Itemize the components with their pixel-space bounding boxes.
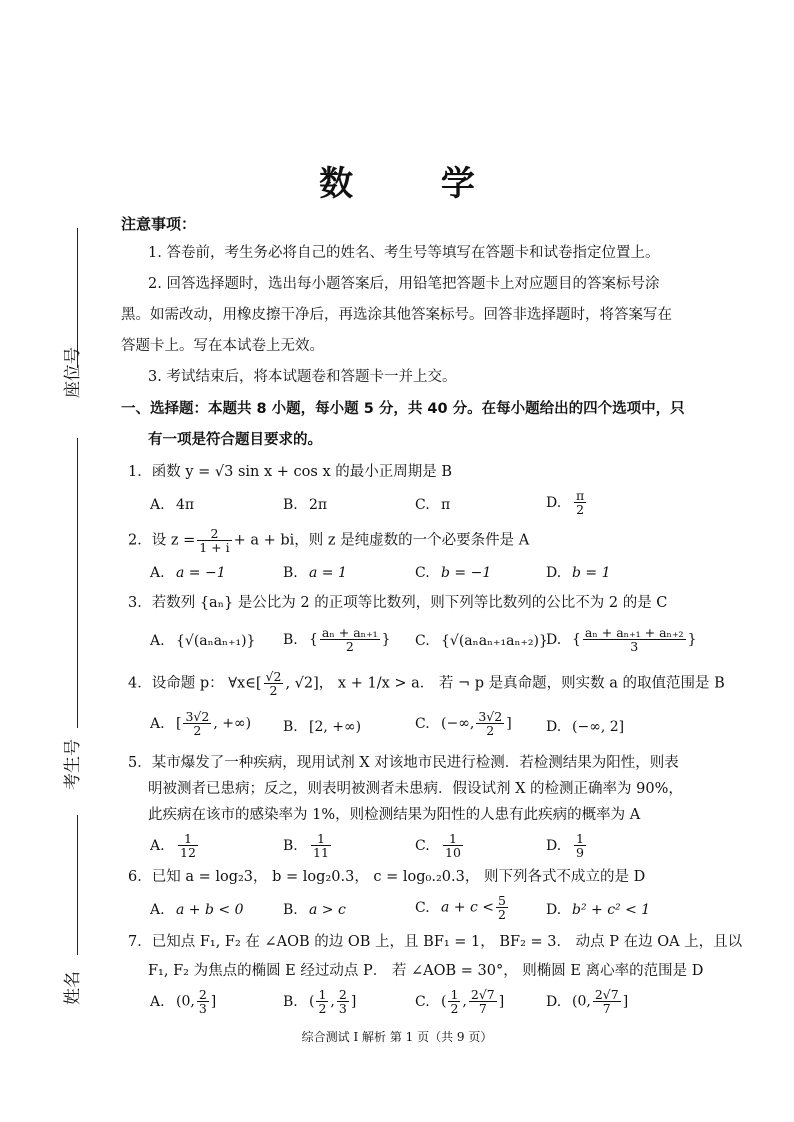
question-4-option-d: D. (−∞, 2]	[546, 719, 625, 735]
question-1-option-c: C. π	[415, 497, 451, 513]
question-2-option-b: B. a = 1	[283, 565, 347, 581]
exam-no-line	[77, 438, 78, 728]
question-7-option-d: D. (0, $\frac{2√7}{7}$ ]	[546, 987, 629, 1017]
section-1-header-line-2: 有一项是符合题目要求的。	[148, 432, 322, 448]
question-3-option-b: B. { $\frac{\text{aₙ + aₙ₊₁}}{2}$ }	[283, 625, 391, 655]
page-footer: 综合测试 I 解析 第 1 页（共 9 页）	[301, 1030, 493, 1044]
question-7-line-2: F₁, F₂ 为焦点的椭圆 E 经过动点 P． 若 ∠AOB = 30°， 则椭圆 E 离心率的范围是 D	[148, 963, 704, 979]
question-5-line-1: 5．某市爆发了一种疾病，现用试剂 X 对该地市民进行检测．若检测结果为阳性，则表	[128, 755, 679, 771]
question-7-line-1: 7．已知点 F₁, F₂ 在 ∠AOB 的边 OB 上，且 BF₁ = 1， BF₂ = 3． 动点 P 在边 OA 上，且以	[128, 934, 743, 950]
question-4-stem: 4．设命题 p： ∀x∈[ $\frac{√2}{2}$ , √2]， x + 1/x > a． 若 ¬ p 是真命题，则实数 a 的取值范围是 B	[128, 669, 725, 699]
question-4-option-c: C. (−∞, $\frac{3√2}{2}$ ]	[415, 709, 512, 739]
notice-item-2-line-3: 答题卡上。写在本试卷上无效。	[121, 338, 324, 354]
question-2-option-c: C. b = −1	[415, 565, 492, 581]
question-3-stem: 3．若数列 {aₙ} 是公比为 2 的正项等比数列，则下列等比数列的公比不为 2 的是 C	[128, 595, 668, 611]
question-7-option-b: B. ( $\frac{1}{2}$ , $\frac{2}{3}$ ]	[283, 987, 357, 1017]
question-1-stem: 1．函数 y = √3 sin x + cos x 的最小正周期是 B	[128, 464, 452, 480]
question-5-option-c: C. $\frac{1}{10}$	[415, 831, 461, 861]
question-5-option-d: D. $\frac{1}{9}$	[546, 831, 584, 861]
notice-header: 注意事项：	[121, 215, 197, 233]
question-5-option-b: B. $\frac{1}{11}$	[283, 831, 329, 861]
question-6-option-b: B. a > c	[283, 902, 346, 918]
question-3-option-a: A. {√(aₙaₙ₊₁)}	[150, 633, 256, 649]
exam-no-label: 考生号	[63, 739, 83, 790]
question-2-option-d: D. b = 1	[546, 565, 611, 581]
question-5-line-2: 明被测者已患病；反之，则表明被测者未患病．假设试剂 X 的检测正确率为 90%，	[148, 781, 683, 797]
question-6-stem: 6．已知 a = log₂3， b = log₂0.3， c = log₀.₂0.3， 则下列各式不成立的是 D	[128, 869, 646, 885]
notice-item-1: 1. 答卷前，考生务必将自己的姓名、考生号等填写在答题卡和试卷指定位置上。	[148, 245, 660, 261]
name-line	[77, 815, 78, 955]
section-1-header-line-1: 一、选择题：本题共 8 小题，每小题 5 分，共 40 分。在每小题给出的四个选项中，只	[121, 401, 685, 417]
notice-item-2-line-1: 2. 回答选择题时，选出每小题答案后，用铅笔把答题卡上对应题目的答案标号涂	[148, 276, 660, 292]
question-3-option-d: D. { $\frac{\text{aₙ + aₙ₊₁ + aₙ₊₂}}{3}$ }	[546, 625, 697, 655]
page-title: 数 学	[319, 164, 513, 204]
notice-item-2-line-2: 黑。如需改动，用橡皮擦干净后，再选涂其他答案标号。回答非选择题时，将答案写在	[121, 307, 672, 323]
question-5-option-a: A. $\frac{1}{12}$	[150, 831, 196, 861]
question-1-option-a: A. 4π	[150, 497, 195, 513]
question-2-option-a: A. a = −1	[150, 565, 226, 581]
seat-label: 座位号	[63, 347, 83, 398]
question-2-stem: 2．设 z = $\frac{2}{1 + i}$ + a + bi，则 z 是纯虚数的一个必要条件是 A	[128, 526, 530, 556]
notice-item-3: 3. 考试结束后，将本试题卷和答题卡一并上交。	[148, 369, 457, 385]
question-5-line-3: 此疾病在该市的感染率为 1%，则检测结果为阳性的人患有此疾病的概率为 A	[148, 807, 641, 823]
question-4-option-a: A. [ $\frac{3√2}{2}$ , +∞)	[150, 709, 252, 739]
question-7-option-a: A. (0, $\frac{2}{3}$ ]	[150, 987, 217, 1017]
question-6-option-d: D. b² + c² < 1	[546, 902, 651, 918]
question-6-option-c: C. a + c < $\frac{5}{2}$	[415, 893, 506, 923]
question-4-option-b: B. [2, +∞)	[283, 719, 362, 735]
question-1-option-b: B. 2π	[283, 497, 328, 513]
question-1-option-d: D. $\frac{\pi}{2}$	[546, 488, 585, 518]
question-3-option-c: C. {√(aₙaₙ₊₁aₙ₊₂)}	[415, 633, 548, 649]
question-7-option-c: C. ( $\frac{1}{2}$ , $\frac{2√7}{7}$ ]	[415, 987, 505, 1017]
question-6-option-a: A. a + b < 0	[150, 902, 244, 918]
name-label: 姓名	[63, 971, 83, 1005]
